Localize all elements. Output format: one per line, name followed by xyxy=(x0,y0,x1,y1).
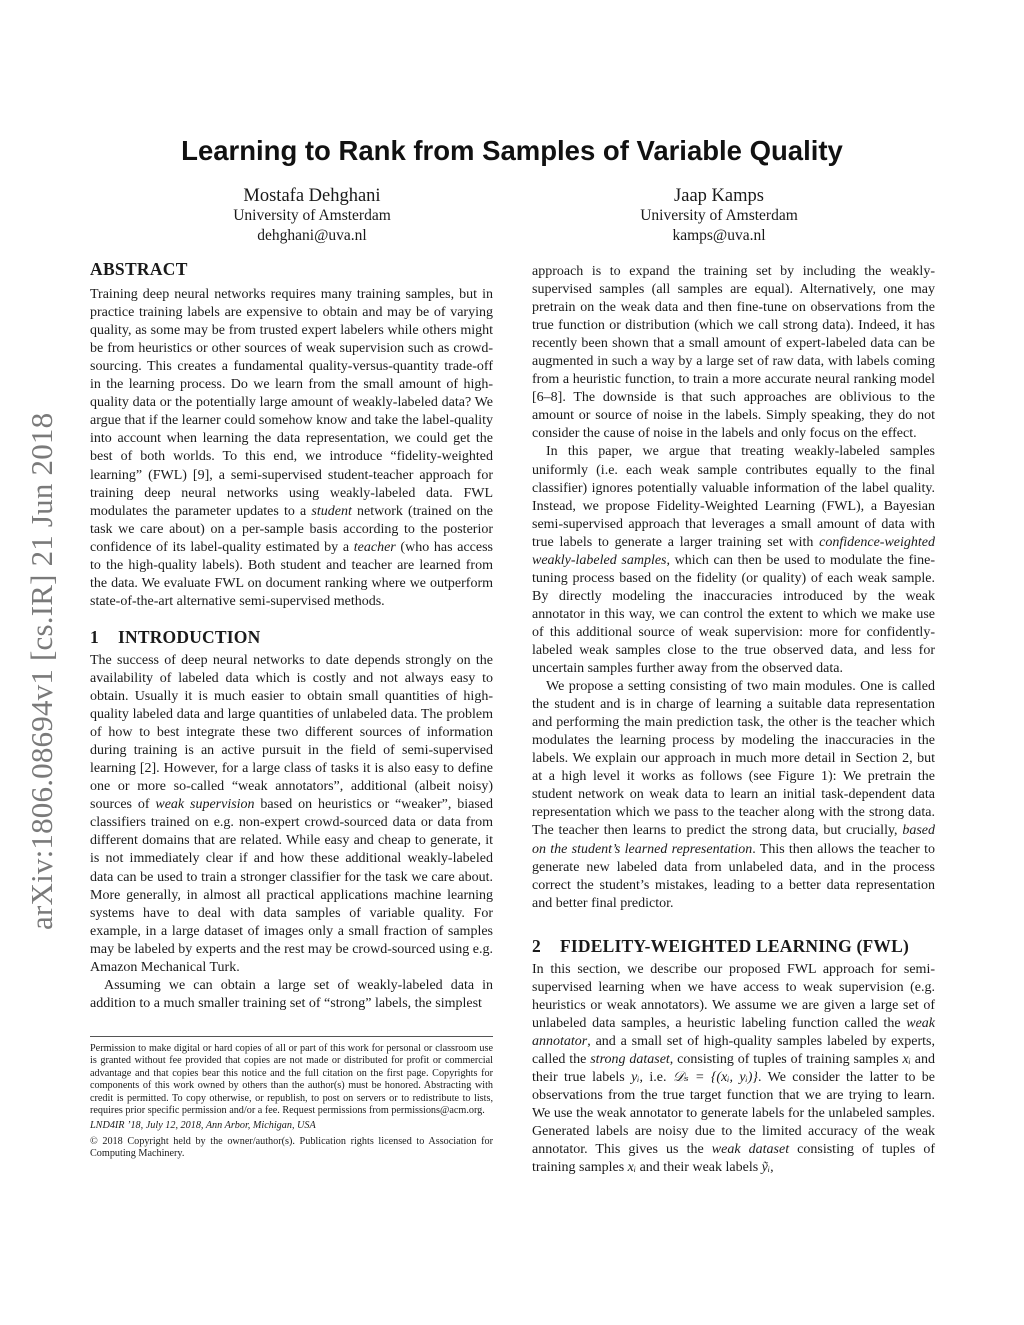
intro-paragraph: In this paper, we argue that treating weakly-labeled samples uniformly (i.e. each weak sample contributes equally to the final classifier) ignores potentially valuable information of the label quality. Instead, we propose Fidelity-Weighted Learning (FWL), a Bayesian semi-supervised approach that leverages a small amount of data with true labels to generate a larger training set with confidence-weighted weakly-labeled samples, which can then be used to modulate the fine-tuning process based on the fidelity (or quality) of each weak sample. By directly modeling the inaccuracies introduced by the weak annotator in this way, we can control the extent to which we make use of this additional source of weak supervision: more for confidently-labeled weak samples close to the true observed data, and less for uncertain samples further away from the observed data. xyxy=(532,444,935,677)
venue-line: LND4IR ’18, July 12, 2018, Ann Arbor, Michigan, USA xyxy=(90,1120,316,1132)
section-heading-fwl: 2 FIDELITY-WEIGHTED LEARNING (FWL) xyxy=(532,935,909,956)
author-email: dehghani@uva.nl xyxy=(257,227,367,244)
intro-paragraph: approach is to expand the training set by including the weakly-supervised samples (all samples are equal). Alternatively, one may pretrain on the weak data and then fine-tune on observations from the true function or distribution (which we call strong data). Indeed, it has recently been shown that a small amount of expert-labeled data can be augmented in such a way by a large set of raw data, with labels coming from a heuristic function, to train a more accurate neural ranking model [6–8]. The downside is that such approaches are oblivious to the amount or source of noise in the labels. Simply speaking, they do not consider the cause of noise in the labels and only focus on the effect. xyxy=(532,264,935,442)
author-name: Mostafa Dehghani xyxy=(243,186,381,206)
intro-paragraph: The success of deep neural networks to date depends strongly on the availability of labeled data which is costly and not always easy to obtain. Usually it is much easier to obtain small quantities of high-quality labeled data and large quantities of unlabeled data. The problem of how to best integrate these two different sources of information during training is an active pursuit in the field of semi-supervised learning [2]. However, for a large class of tasks it is also easy to define one or more so-called “weak annotators”, additional (albeit noisy) sources of weak supervision based on heuristics or “weaker”, biased classifiers trained on e.g. non-expert crowd-sourced data or data from different domains that are related. While easy and cheap to generate, it is not immediately clear if and how these additional weakly-labeled data can be used to train a stronger classifier for the task we care about. More generally, in almost all practical applications machine learning systems have to deal with data samples of variable quality. For example, in a large dataset of images only a small fraction of samples may be labeled by experts and the rest may be crowd-sourced using e.g. Amazon Mechanical Turk. xyxy=(90,652,493,975)
abstract-heading: ABSTRACT xyxy=(90,259,188,279)
section-heading-introduction: 1 INTRODUCTION xyxy=(90,626,261,647)
author-affiliation: University of Amsterdam xyxy=(640,207,798,224)
author-name: Jaap Kamps xyxy=(674,186,764,206)
right-column xyxy=(532,263,935,1177)
fwl-paragraph: In this section, we describe our proposed FWL approach for semi-supervised learning when we have access to weak supervision (e.g. heuristics or weak annotators). We assume we are given a large set of unlabeled data samples, a heuristic labeling function called the weak annotator, and a small set of high-quality samples labeled by experts, called the strong dataset, consisting of tuples of training samples xᵢ and their true labels yᵢ, i.e. 𝒟ₛ = {(xᵢ, yᵢ)}. We consider the latter to be observations from the true target function that we are trying to learn. We use the weak annotator to generate labels for the unlabeled samples. Generated labels are noisy due to the limited accuracy of the weak annotator. This gives us the weak dataset consisting of tuples of training samples xᵢ and their weak labels ỹᵢ, xyxy=(532,961,936,1176)
arxiv-stamp: arXiv:1806.08694v1 [cs.IR] 21 Jun 2018 xyxy=(24,412,59,930)
abstract-paragraph: Training deep neural networks requires many training samples, but in practice training labels are expensive to obtain and may be of varying quality, as some may be from trusted expert labelers while others might be from heuristics or other sources of weak supervision such as crowd-sourcing. This creates a fundamental quality-versus-quantity trade-off in the learning process. Do we learn from the small amount of high-quality data or the potentially large amount of weakly-labeled data? We argue that if the learner could somehow know and take the label-quality into account when learning the data representation, we could get the best of both worlds. To this end, we introduce “fidelity-weighted learning” (FWL) [9], a semi-supervised student-teacher approach for training deep neural networks using weakly-labeled data. FWL modulates the parameter updates to a student network (trained on the task we care about) on a per-sample basis according to the posterior confidence of its label-quality estimated by a teacher (who has access to the high-quality labels). Both student and teacher are learned from the data. We evaluate FWL on document ranking where we outperform state-of-the-art alternative semi-supervised methods. xyxy=(90,287,493,609)
paper-title: Learning to Rank from Samples of Variable Quality xyxy=(181,135,843,166)
intro-paragraph: Assuming we can obtain a large set of weakly-labeled data in addition to a much smaller training set of “strong” labels, the simplest xyxy=(90,977,493,1011)
author-block xyxy=(162,186,462,246)
copyright-footnote xyxy=(90,1036,493,1161)
copyright-line: © 2018 Copyright held by the owner/author(s). Publication rights licensed to Association for Computing Machinery. xyxy=(90,1135,493,1160)
author-affiliation: University of Amsterdam xyxy=(233,207,391,224)
permission-notice: Permission to make digital or hard copies of all or part of this work for personal or classroom use is granted without fee provided that copies are not made or distributed for profit or commercial advantage and that copies bear this notice and the full citation on the first page. Copyrights for components of this work owned by others than the author(s) must be honored. Abstracting with credit is permitted. To copy otherwise, or republish, to post on servers or to redistribute to lists, requires prior specific permission and/or a fee. Request permissions from permissions@acm.org. xyxy=(90,1043,493,1117)
left-column xyxy=(90,260,493,1013)
intro-paragraph: We propose a setting consisting of two main modules. One is called the student and is in charge of learning a suitable data representation and performing the main prediction task, the other is the teacher which modulates the learning process by modeling the inaccuracies in the labels. We explain our approach in much more detail in Section 2, but at a high level it works as follows (see Figure 1): We pretrain the student network on weak data to learn an initial task-dependent data representation which we pass to the teacher along with the strong data. The teacher then learns to predict the strong data, but crucially, based on the student’s learned representation. This then allows the teacher to generate new labeled data from unlabeled data, and in the process correct the student’s mistakes, leading to a better data representation and better final predictor. xyxy=(532,679,935,911)
author-email: kamps@uva.nl xyxy=(672,227,766,244)
author-block xyxy=(569,186,869,246)
